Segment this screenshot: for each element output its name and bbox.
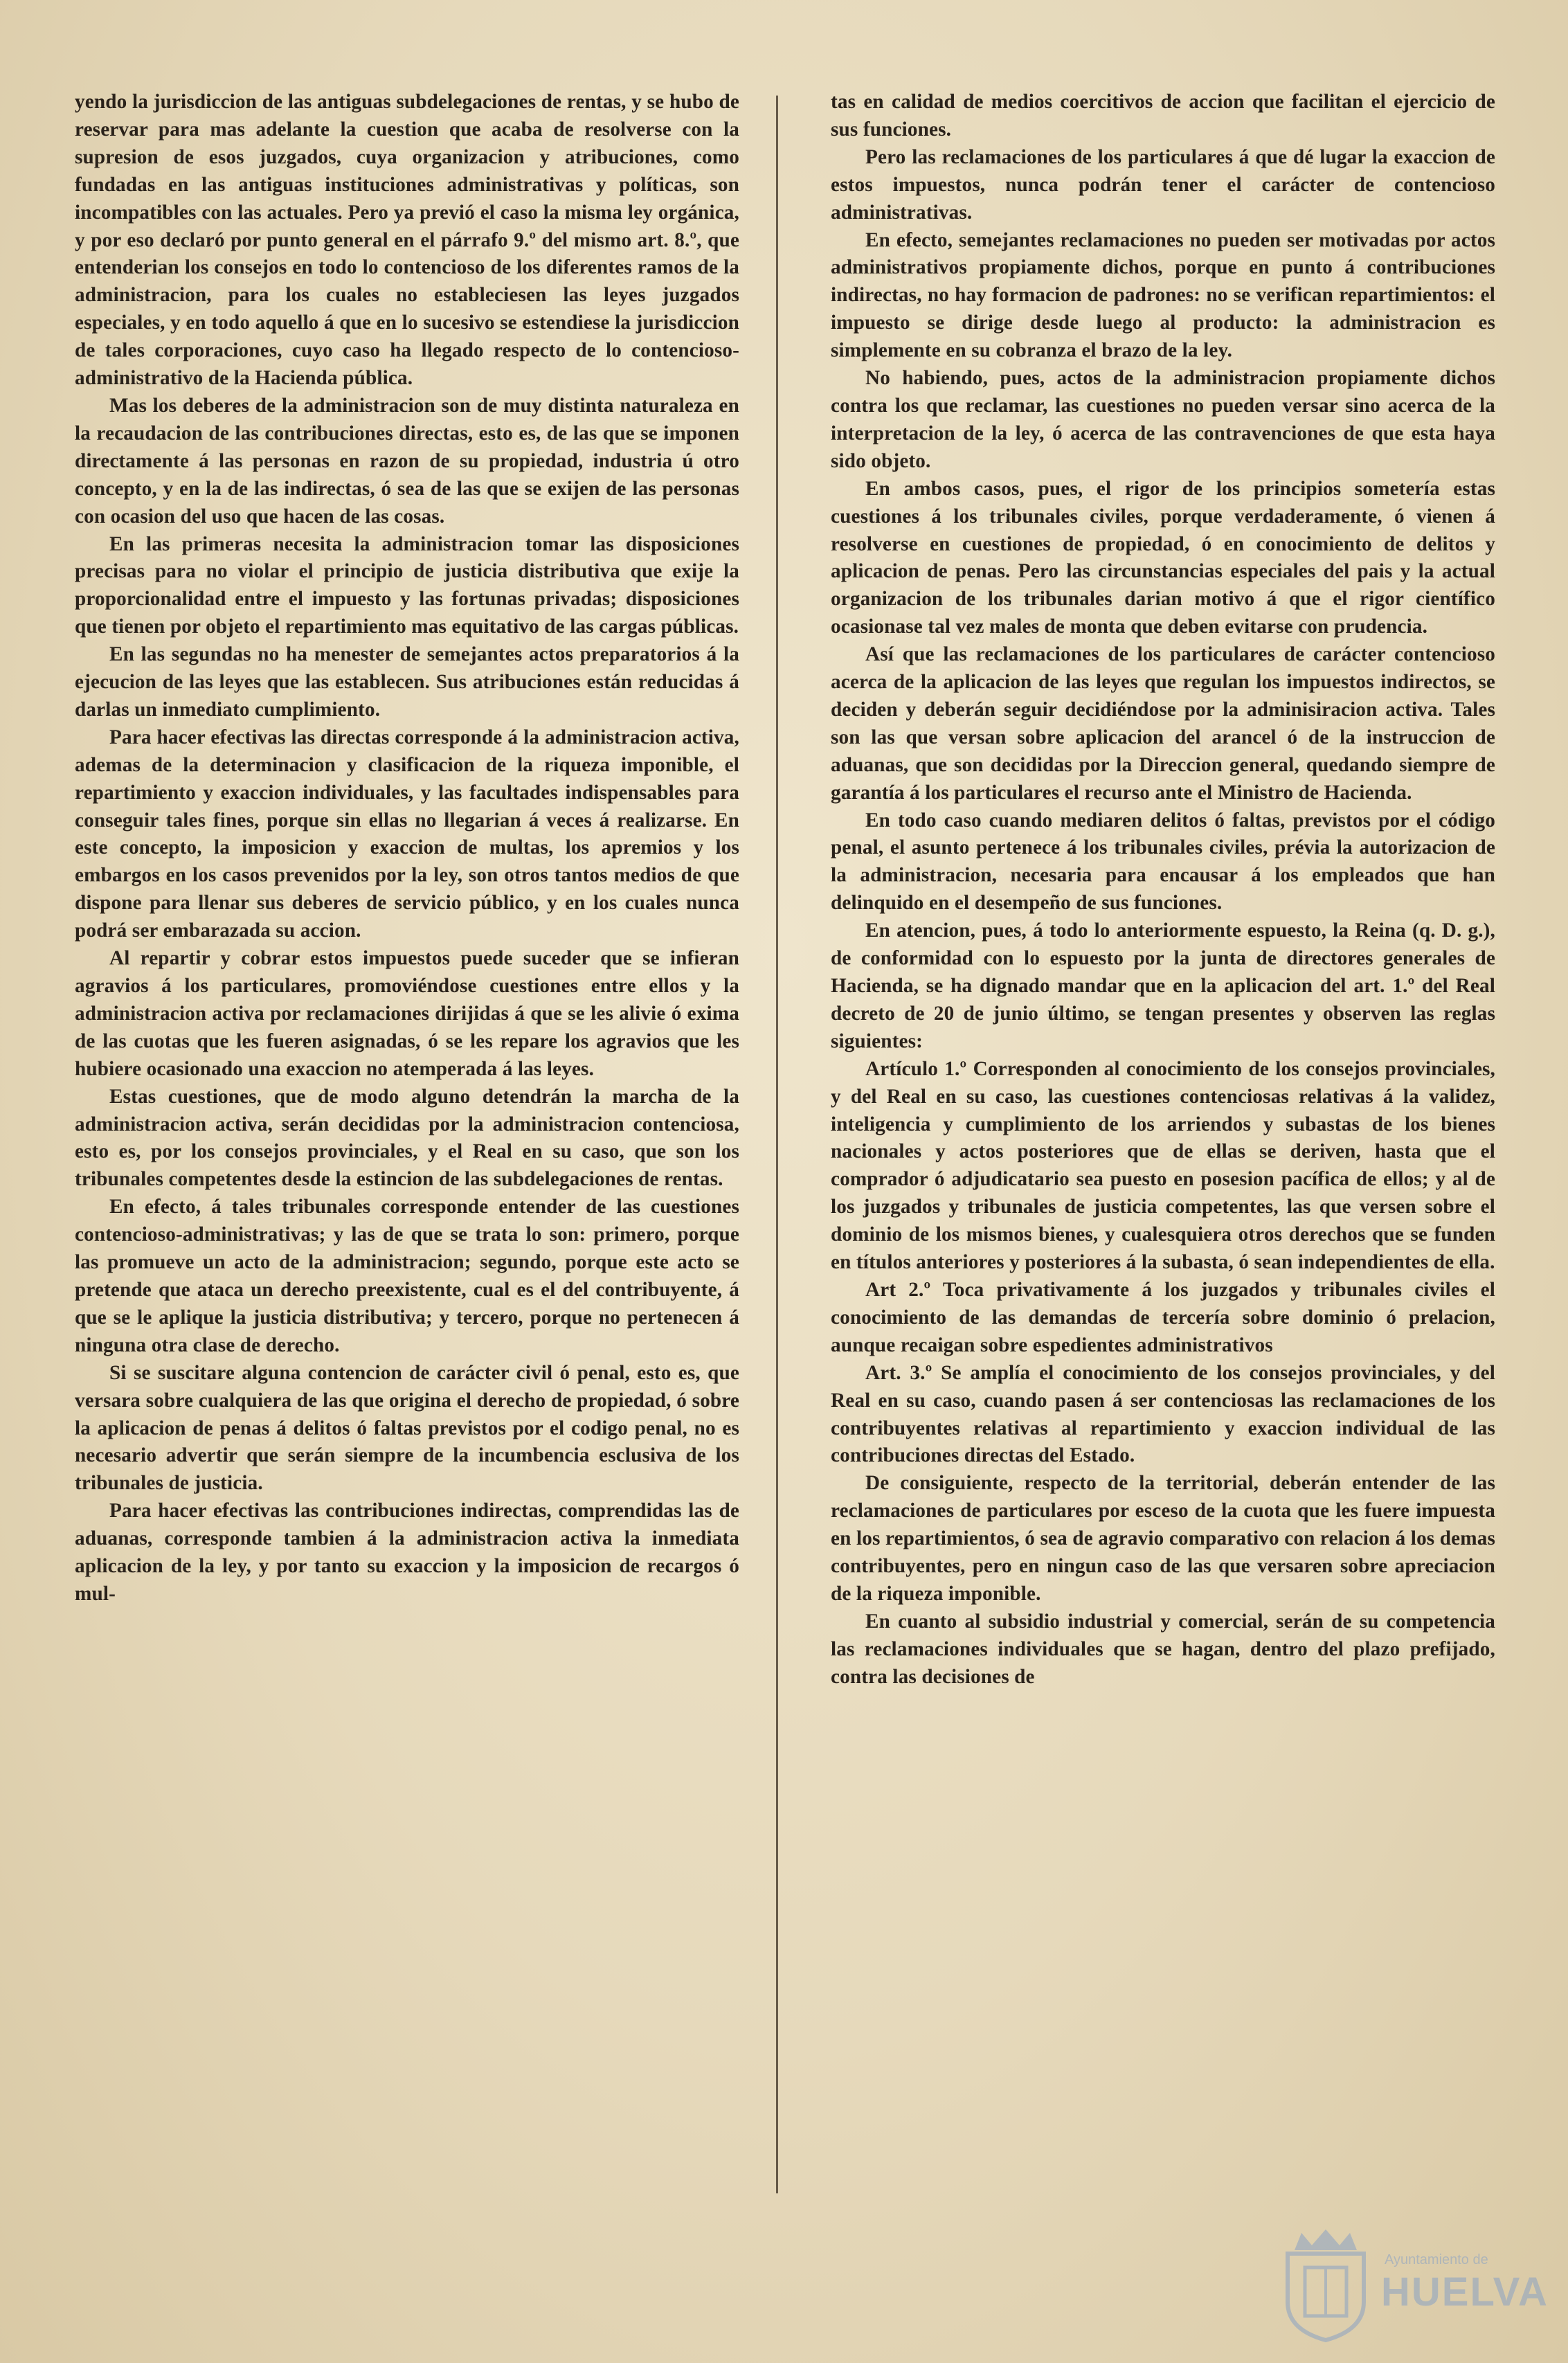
left-column [75, 89, 739, 2193]
watermark-logo [1274, 2226, 1549, 2344]
paragraph: Para hacer efectivas las directas corresponde á la administracion activa, ademas de la determinacion y clasificacion de la riqueza imponible, el repartimiento y exaccion individuales, y las facultades indispensables para conseguir tales fines, porque sin ellas no llegarian á veces á realizarse. En este concepto, la imposicion y exaccion de multas, los apremios y los embargos en los casos prevenidos por la ley, son otros tantos medios de que dispone para llenar sus deberes de servicio público, y en los cuales nunca podrá ser embarazada su accion. [75, 726, 739, 942]
paragraph: No habiendo, pues, actos de la administracion propiamente dichos contra los que reclamar, las cuestiones no pueden versar sino acerca de la interpretacion de la ley, ó acerca de las contravenciones de que esta haya sido objeto. [831, 367, 1495, 472]
column-divider [776, 96, 778, 2193]
paragraph: En las primeras necesita la administracion tomar las disposiciones precisas para no violar el principio de justicia distributiva que exije la proporcionalidad entre el impuesto y las fortunas privadas; disposiciones que tienen por objeto el repartimiento mas equitativo de las cargas públicas. [75, 532, 739, 638]
paragraph: Al repartir y cobrar estos impuestos puede suceder que se infieran agravios á los particulares, promoviéndose cuestiones entre ellos y la administracion activa por reclamaciones dirijidas á que se les alivie ó exima de las cuotas que les fueren asignadas, ó se les repare los agravios que les hubiere ocasionado una exaccion no atemperada á las leyes. [75, 947, 739, 1080]
paragraph: En cuanto al subsidio industrial y comercial, serán de su competencia las reclamaciones individuales que se hagan, dentro del plazo prefijado, contra las decisiones de [831, 1610, 1495, 1688]
paragraph: En efecto, á tales tribunales corresponde entender de las cuestiones contencioso-administrativas; y las de que se trata lo son: primero, porque las promueve un acto de la administracion; segundo, porque este acto se pretende que ataca un derecho preexistente, cual es el del contribuyente, á que se le aplique la justicia distributiva; y tercero, porque no pertenecen á ninguna otra clase de derecho. [75, 1196, 739, 1356]
paragraph: Art. 3.º Se amplía el conocimiento de los consejos provinciales, y del Real en su caso, cuando pasen á ser contenciosas las reclamaciones de los contribuyentes relativas al repartimiento y exaccion individual de las contribuciones directas del Estado. [831, 1361, 1495, 1467]
paragraph: Así que las reclamaciones de los particulares de carácter contencioso acerca de la aplicacion de las leyes que regulan los impuestos indirectos, se deciden y deberán seguir decidiéndose por la adminisiracion activa. Tales son las que versan sobre aplicacion del arancel ó de la instruccion de aduanas, que son decididas por la Direccion general, quedando siempre de garantía á los particulares el recurso ante el Ministro de Hacienda. [831, 643, 1495, 804]
paragraph: Estas cuestiones, que de modo alguno detendrán la marcha de la administracion activa, serán decididas por la administracion contenciosa, esto es, por los consejos provinciales, y el Real en su caso, que son los tribunales competentes desde la estincion de las subdelegaciones de rentas. [75, 1085, 739, 1191]
paragraph: En ambos casos, pues, el rigor de los principios sometería estas cuestiones á los tribunales civiles, porque verdaderamente, ó vienen á resolverse en cuestiones de propiedad, ó en conocimiento de delitos y aplicacion de penas. Pero las circunstancias especiales del pais y la actual organizacion de los tribunales darian motivo á que el rigor científico ocasionase tal vez males de monta que deben evitarse con prudencia. [831, 477, 1495, 638]
paragraph: Si se suscitare alguna contencion de carácter civil ó penal, esto es, que versara sobre cualquiera de las que origina el derecho de propiedad, ó sobre la aplicacion de penas á delitos ó faltas previstos por el codigo penal, no es necesario advertir que serán siempre de la incumbencia esclusiva de los tribunales de justicia. [75, 1361, 739, 1495]
paragraph: Art 2.º Toca privativamente á los juzgados y tribunales civiles el conocimiento de las demandas de tercería sobre dominio ó prelacion, aunque recaigan sobre espedientes administrativos [831, 1278, 1495, 1356]
watermark-big-text: HUELVA [1381, 2270, 1549, 2315]
paragraph: tas en calidad de medios coercitivos de accion que facilitan el ejercicio de sus funciones. [831, 91, 1495, 141]
paragraph: En todo caso cuando mediaren delitos ó faltas, previstos por el código penal, el asunto pertenece á los tribunales civiles, prévia la autorizacion de la administracion, necesaria para encausar á los empleados que han delinquido en el desempeño de sus funciones. [831, 809, 1495, 915]
paragraph: En las segundas no ha menester de semejantes actos preparatorios á la ejecucion de las leyes que las establecen. Sus atribuciones están reducidas á darlas un inmediato cumplimiento. [75, 643, 739, 721]
paragraph: Para hacer efectivas las contribuciones indirectas, comprendidas las de aduanas, corresponde tambien á la administracion activa la inmediata aplicacion de la ley, y por tanto su exaccion y la imposicion de recargos ó mul- [75, 1500, 739, 1605]
paragraph: Artículo 1.º Corresponden al conocimiento de los consejos provinciales, y del Real en su caso, las cuestiones contenciosas relativas á la validez, inteligencia y cumplimiento de los arriendos y subastas de los bienes nacionales y actos posteriores que de ellas se deriven, hasta que el comprador ó adjudicatario sea puesto en posesion pacífica de ellos; y al de los juzgados y tribunales de justicia competentes, las que versen sobre el dominio de los mismos bienes, y cualesquiera otros derechos que se funden en títulos anteriores y posteriores á la subasta, ó sean independientes de ella. [831, 1057, 1495, 1274]
paragraph: De consiguiente, respecto de la territorial, deberán entender de las reclamaciones de particulares por esceso de la cuota que les fuere impuesta en los repartimientos, ó sea de agravio comparativo con relacion á los demas contribuyentes, pero en ningun caso de las que versaren sobre apreciacion de la riqueza imponible. [831, 1472, 1495, 1605]
watermark-small-text: Ayuntamiento de [1385, 2252, 1488, 2267]
crest-icon [1274, 2226, 1378, 2344]
paragraph: Mas los deberes de la administracion son de muy distinta naturaleza en la recaudacion de las contribuciones directas, esto es, de las que se imponen directamente á las personas en razon de su propiedad, industria ú otro concepto, y en la de las indirectas, ó sea de las que se exijen de las personas con ocasion del uso que hacen de las cosas. [75, 394, 739, 528]
paragraph: yendo la jurisdiccion de las antiguas subdelegaciones de rentas, y se hubo de reservar para mas adelante la cuestion que acaba de resolverse con la supresion de esos juzgados, cuya organizacion y atribuciones, como fundadas en las antiguas instituciones administrativas y políticas, son incompatibles con las actuales. Pero ya previó el caso la misma ley orgánica, y por eso declaró por punto general en el párrafo 9.º del mismo art. 8.º, que entenderian los consejos en todo lo contencioso de los diferentes ramos de la administracion, para los cuales no estableciesen las leyes juzgados especiales, y en todo aquello á que en lo sucesivo se estendiese la jurisdiccion de tales corporaciones, cuyo caso ha llegado respecto de lo contencioso-administrativo de la Hacienda pública. [75, 91, 739, 390]
paragraph: Pero las reclamaciones de los particulares á que dé lugar la exaccion de estos impuestos, nunca podrán tener el carácter de contencioso administrativas. [831, 145, 1495, 224]
paragraph: En atencion, pues, á todo lo anteriormente espuesto, la Reina (q. D. g.), de conformidad con lo espuesto por la junta de directores generales de Hacienda, se ha dignado mandar que en la aplicacion del art. 1.º del Real decreto de 20 de junio último, se tengan presentes y observen las reglas siguientes: [831, 919, 1495, 1052]
paragraph: En efecto, semejantes reclamaciones no pueden ser motivadas por actos administrativos propiamente dichos, porque en punto á contribuciones indirectas, no hay formacion de padrones: no se verifican repartimientos: el impuesto se dirige desde luego al producto: la administracion es simplemente en su cobranza el brazo de la ley. [831, 228, 1495, 362]
right-column [831, 89, 1495, 2193]
